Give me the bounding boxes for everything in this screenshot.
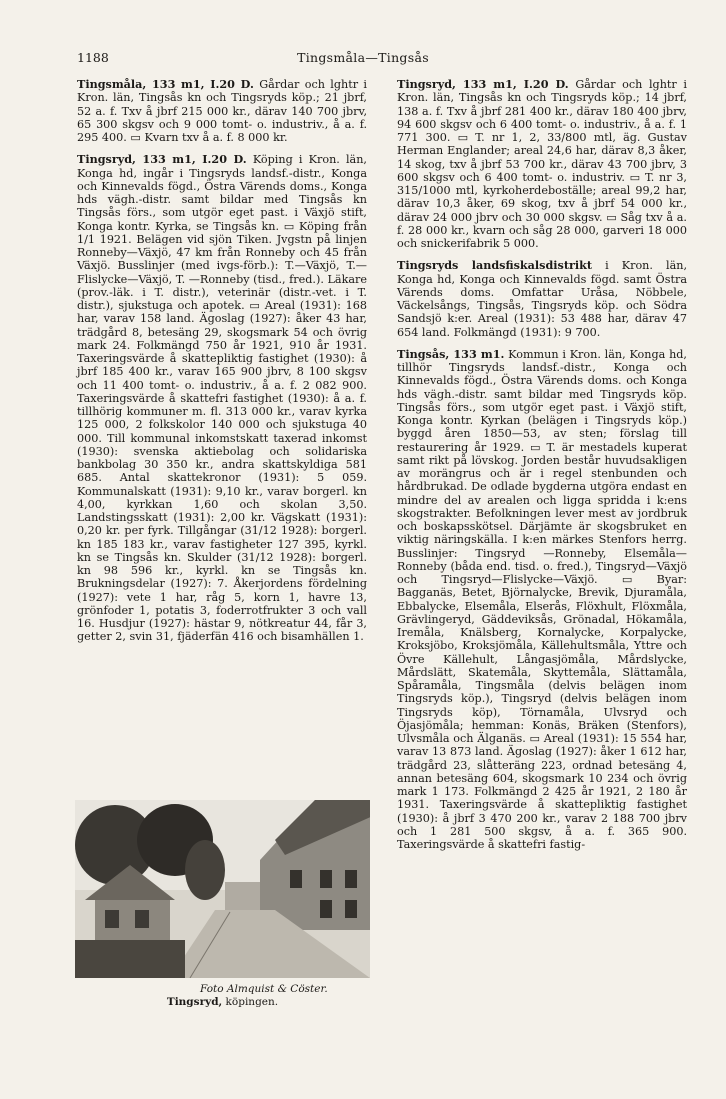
entry-head: Tingsryd, 133 m1, I.20 D.	[397, 77, 569, 91]
entry-tingsryd-koping	[77, 153, 367, 643]
entry-text: Kommun i Kron. län, Konga hd, tillhör Tingsryds landsf.-distr., Konga och Kinnevalds fögd., Östra Värends doms. och Konga hds vägh.-distr. samt bildar med Tingsryds köp. Tingsås förs., som utgör eget past. i Växjö stift, Konga kontr. Kyrkan (belägen i Tingsryds köp.) byggd åren 1850—53, av sten; förslag till restaurering år 1929. ▭ T. är mestadels kuperat samt rikt på lövskog. Jorden består huvudsakligen av morängrus och är i regel stenbunden och hårdbrukad. De odlade bygderna utgöra endast en mindre del av arealen och ligga spridda i k:ens skogstrakter. Befolkningen lever mest av jordbruk och boskapsskötsel. Därjämte är skogsbruket en viktig näringskälla. I k:en märkes Stenfors herrg. Busslinjer: Tingsryd —Ronneby, Elsemåla—Ronneby (båda end. tisd. o. fred.), Tingsryd—Växjö och Tingsryd—Flislycke—Växjö. ▭ Byar: Bagganäs, Betet, Björnalycke, Brevik, Djuramåla, Ebbalycke, Elsemåla, Elserås, Flöxhult, Flöxmåla, Grävlingeryd, Gäddeviksås, Grönadal, Hökamåla, Iremåla, Knälsberg, Kornalycke, Korpalycke, Kroksjöbo, Kroksjömåla, Källehultsmåla, Yttre och Övre Källehult, Långasjömåla, Mårdslycke, Mårdslätt, Skatemåla, Skyttemåla, Slättamåla, Spåramåla, Tingsmåla (delvis belägen inom Tingsryds köp.), Tingsryd (delvis belägen inom Tingsryds köp), Törnamåla, Ulvsryd och Öjasjömåla; hemman: Konäs, Bräken (Stenfors), Ulvsmåla och Älganäs. ▭ Areal (1931): 15 554 har, varav 13 873 land. Ägoslag (1927): åker 1 612 har, trädgård 23, slåtteräng 223, ordnad betesäng 4, annan betesäng 604, skogsmark 10 234 och övrig mark 1 173. Folkmängd 2 425 år 1921, 2 180 år 1931. Taxeringsvärde å skattepliktig fastighet (1930): å jbrf 3 470 200 kr., varav 2 188 700 jbrv och 1 281 500 skgsv, å a. f. 365 900. Taxeringsvärde å skattefri fastig-	[397, 347, 687, 851]
photo-credit: Foto Almquist & Cöster.	[200, 983, 328, 995]
caption-rest: köpingen.	[222, 996, 279, 1008]
entry-text: i Kron. län, Konga hd, Konga och Kinnevalds fögd. samt Östra Värends doms. Omfattar Uråsa, Nöbbele, Väckelsångs, Tingsås, Tingsryds köp. och Södra Sandsjö k:er. Areal (1931): 53 488 har, därav 47 654 land. Folkmängd (1931): 9 700.	[397, 259, 688, 339]
caption-place: Tingsryd,	[166, 996, 223, 1008]
entry-text: Gårdar och lghtr i Kron. län, Tingsås kn och Tingsryds köp.; 21 jbrf, 52 a. f. Txv å jbrf 215 000 kr., därav 140 700 jbrv, 65 300 skgsv och 9 000 tomt- o. industriv., å a. f. 295 400. ▭ Kvarn txv å a. f. 8 000 kr.	[77, 78, 367, 144]
right-column	[397, 78, 687, 860]
street-photo	[75, 800, 370, 978]
entry-head: Tingsryds landsfiskalsdistrikt	[397, 258, 593, 273]
entry-tingsmala	[77, 78, 367, 144]
entry-head: Tingsmåla, 133 m1, I.20 D.	[77, 77, 254, 91]
entry-head: Tingsås, 133 m1.	[397, 346, 505, 361]
street-photo-figure	[75, 800, 370, 978]
entry-tingsryd-gardar	[397, 78, 687, 250]
left-column	[77, 78, 367, 653]
entry-landsfiskalsdistrikt	[397, 259, 687, 339]
street-photo-image	[75, 800, 370, 978]
running-title: Tingsmåla—Tingsås	[297, 50, 429, 65]
entry-text: Gårdar och lghtr i Kron. län, Tingsås kn och Tingsryds köp.; 14 jbrf, 138 a. f. Txv å jbrf 281 400 kr., därav 180 400 jbrv, 94 600 skgsv och 6 400 tomt- o. industriv., å a. f. 1 771 300. ▭ T. nr 1, 2, 33/800 mtl, äg. Gustav Herman Englander; areal 24,6 har, därav 8,3 åker, 14 skog, txv å jbrf 53 700 kr., därav 43 700 jbrv, 3 600 skgsv och 6 400 tomt- o. industriv. ▭ T. nr 3, 315/1000 mtl, kyrkoherdeboställe; areal 99,2 har, därav 10,3 åker, 69 skog, txv å jbrf 54 000 kr., därav 24 000 jbrv och 30 000 skgsv. ▭ Såg txv å a. f. 28 000 kr., kvarn och såg 28 000, garveri 18 000 och snickerifabrik 5 000.	[397, 78, 687, 250]
photo-caption	[75, 996, 370, 1008]
entry-text: Köping i Kron. län, Konga hd, ingår i Tingsryds landsf.-distr., Konga och Kinnevalds fögd., Östra Värends doms., Konga hds vägh.-distr. samt bildar med Tingsås kn Tingsås förs., som utgör eget past. i Växjö stift, Konga kontr. Kyrka, se Tingsås kn. ▭ Köping från 1/1 1921. Belägen vid sjön Tiken. Jvgstn på linjen Ronneby—Växjö, 47 km från Ronneby och 45 från Växjö. Busslinjer (med ivgs-förb.): T.—Växjö, T.—Flislycke—Växjö, T. —Ronneby (tisd., fred.). Läkare (prov.-läk. i T. distr.), veterinär (distr.-vet. i T. distr.), sjukstuga och apotek. ▭ Areal (1931): 168 har, varav 158 land. Ägoslag (1927): åker 43 har, trädgård 8, betesäng 29, skogsmark 54 och övrig mark 24. Folkmängd 750 år 1921, 910 år 1931. Taxeringsvärde å skattepliktig fastighet (1930): å jbrf 185 400 kr., varav 165 900 jbrv, 8 100 skgsv och 11 400 tomt- o. industriv., å a. f. 2 082 900. Taxeringsvärde å skattefri fastighet (1930): å a. f. tillhörig kommuner m. fl. 313 000 kr., varav kyrka 125 000, 2 folkskolor 140 000 och sjukstuga 40 000. Till kommunal inkomstskatt taxerad inkomst (1930): svenska aktiebolag och solidariska bankbolag 30 350 kr., andra skattskyldiga 581 685. Antal skattekronor (1931): 5 059. Kommunalskatt (1931): 9,10 kr., varav borgerl. kn 4,00, kyrkkan 1,60 och skolan 3,50. Landstingsskatt (1931): 2,00 kr. Vägskatt (1931): 0,20 kr. per fyrk. Tillgångar (31/12 1928): borgerl. kn 185 183 kr., varav fastigheter 127 395, kyrkl. kn se Tingsås kn. Skulder (31/12 1928): borgerl. kn 98 596 kr., kyrkl. kn se Tingsås kn. Brukningsdelar (1927): 7. Åkerjordens fördelning (1927): vete 1 har, råg 5, korn 1, havre 13, grönfoder 1, potatis 3, foderrotfrukter 3 och vall 16. Husdjur (1927): hästar 9, nötkreatur 44, får 3, getter 2, svin 31, fjäderfän 416 och bisamhällen 1.	[77, 153, 367, 644]
page-number: 1188	[77, 50, 109, 65]
entry-tingsas	[397, 348, 687, 852]
entry-head: Tingsryd, 133 m1, I.20 D.	[77, 152, 247, 167]
page-header	[0, 0, 726, 80]
